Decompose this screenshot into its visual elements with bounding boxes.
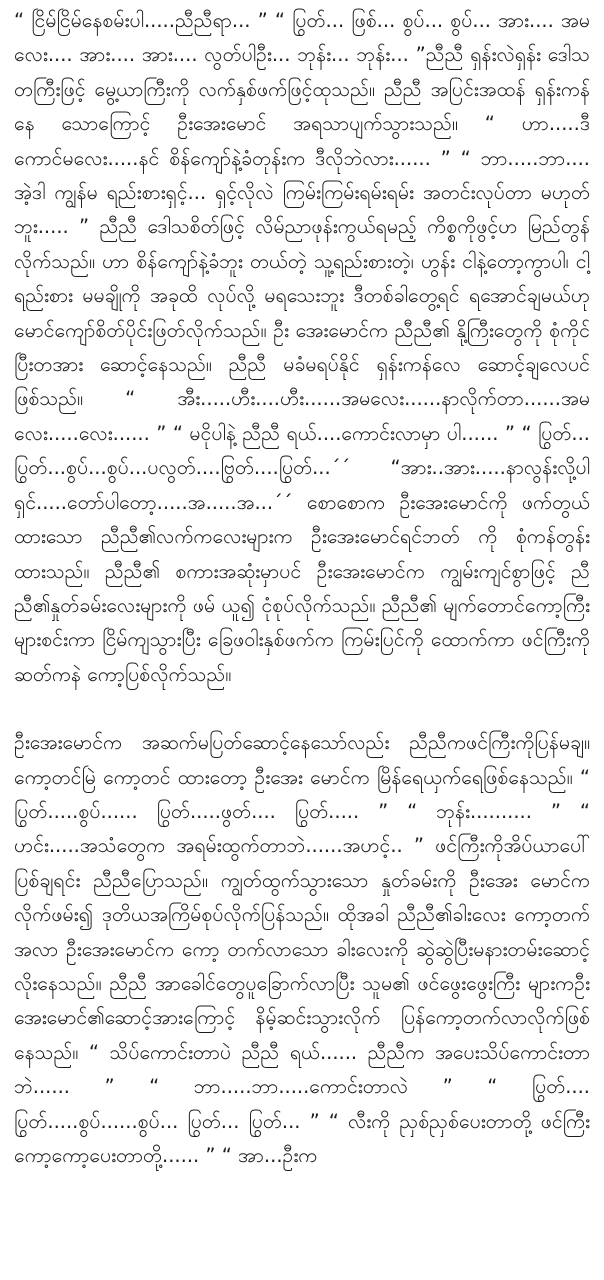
paragraph-1: “ ငြိမ်ငြိမ်နေစမ်းပါ.....ညီညီရာ... ” “ ပြွတ်... ဖြစ်... စွပ်... စွပ်... အား.... အမလေး.... အား.... အား.... လွတ်ပါဦး... ဘုန်း... ဘုန်း... ”ညီညီ ရှန်းလဲရှန်း ဒေါသတကြီးဖြင့် မွေ့ယာကြီးကို လက်နှစ်ဖက်ဖြင့်ထုသည်။ ညီညီ အပြင်းအထန် ရှန်းကန်နေ သောကြောင့် ဦးအေးမောင် အရသာပျက်သွားသည်။ “ ဟာ.....ဒီကောင်မလေး.....နင် စိန်ကျော်နဲ့ခံတုန်းက ဒီလိုဘဲလား...... ” “ ဘာ.....ဘာ.... အဲ့ဒါ ကျွန်မ ရည်းစားရှင့်... ရှင့်လိုလဲ ကြမ်းကြမ်းရမ်းရမ်း အတင်းလုပ်တာ မဟုတ်ဘူး..... ” ညီညီ ဒေါသစိတ်ဖြင့် လိမ်ညာဖုန်းကွယ်ရမည့် ကိစ္စကိုဖွင့်ဟ မြည်တွန်လိုက်သည်။ ဟာ စိန်ကျော်နဲ့ခံဘူး တယ်တဲ့ သူ့ရည်းစားတဲ့၊ ဟွန်း ငါနဲ့တော့ကွာပါ၊ ငါ့ရည်းစား မမချိုကို အခုထိ လုပ်လို့ မရသေးဘူး ဒီတစ်ခါတွေ့ရင် ရအောင်ချမယ်ဟု မောင်ကျော်စိတ်ပိုင်းဖြတ်လိုက်သည်။ ဦး အေးမောင်က ညီညီ၏ နို့ကြီးတွေကို စုံကိုင်ပြီးတအား ဆောင့်နေသည်။ ညီညီ မခံမရပ်နိုင် ရှန်းကန်လေ ဆောင့်ချလေပင် ဖြစ်သည်။ “ အီး.....ဟီး....ဟီး......အမလေး......နာလိုက်တာ......အမလေး.....လေး...... ” “ မငိုပါနဲ့ ညီညီ ရယ်....ကောင်းလာမှာ ပါ...... ” “ ပြွတ်... ပြွတ်...စွပ်...စွပ်...ပလွတ်....ဗြွတ်....ပြွတ်...´´ “အား..အား.....နာလွန်းလို့ပါရှင်.....တော်ပါတော့.....အ.....အ...´´ စောစောက ဦးအေးမောင်ကို ဖက်တွယ်ထားသော ညီညီ၏လက်ကလေးများက ဦးအေးမောင်ရင်ဘတ် ကို စုံကန်တွန်းထားသည်။ ညီညီ၏ စကားအဆုံးမှာပင် ဦးအေးမောင်က ကျွမ်းကျင်စွာဖြင့် ညီညီ၏နှုတ်ခမ်းလေးများကို ဖမ် ယူ၍ ငုံစုပ်လိုက်သည်။ ညီညီ၏ မျက်တောင်ကော့ကြီးများစင်းကာ ငြိမ်ကျသွားပြီး ခြေဖဝါးနှစ်ဖက်က ကြမ်းပြင်ကို ထောက်ကာ ဖင်ကြီးကို ဆတ်ကနဲ ကော့ပြစ်လိုက်သည်။ <box>14 9 590 686</box>
paragraph-2: ဦးအေးမောင်က အဆက်မပြတ်ဆောင့်နေသော်လည်း ညီညီကဖင်ကြီးကိုပြန်မချ။ ကော့တင်မြဲ ကော့တင် ထားတော့ ဦးအေး မောင်က မြိန်ရေယှက်ရေဖြစ်နေသည်။ “ ပြွတ်.....စွပ်...... ပြွတ်.....ဖွတ်.... ပြွတ်..... ” “ ဘုန်း.......... ” “ ဟင်း.....အသံတွေက အရမ်းထွက်တာဘဲ......အဟင့်.. ” ဖင်ကြီးကိုအိပ်ယာပေါ် ပြစ်ချရင်း ညီညီပြောသည်။ ကျွတ်ထွက်သွားသော နှုတ်ခမ်းကို ဦးအေး မောင်က လိုက်ဖမ်း၍ ဒုတိယအကြိမ်စုပ်လိုက်ပြန်သည်။ ထိုအခါ ညီညီ၏ခါးလေး ကော့တက်အလာ ဦးအေးမောင်က ကော့ တက်လာသော ခါးလေးကို ဆွဲဆွဲပြီးမနားတမ်းဆောင့်လိုးနေသည်။ ညီညီ အာခေါင်တွေပူခြောက်လာပြီး သူမ၏ ဖင်ဖွေးဖွေးကြီး များကဦးအေးမောင်၏ဆောင့်အားကြောင့် နိမ့်ဆင်းသွားလိုက် ပြန်ကော့တက်လာလိုက်ဖြစ်နေသည်။ “ သိပ်ကောင်းတာပဲ ညီညီ ရယ်...... ညီညီက အပေးသိပ်ကောင်းတာဘဲ...... ” “ ဘာ.....ဘာ.....ကောင်းတာလဲ ” “ ပြွတ်.... ပြွတ်.....စွပ်......စွပ်... ပြွတ်... ပြွတ်... ” “ လီးကို ညှစ်ညှစ်ပေးတာတို့ ဖင်ကြီးကော့ကော့ပေးတာတို့...... ” “ အာ...ဦးက <box>14 731 590 1167</box>
article-body <box>14 4 590 1173</box>
